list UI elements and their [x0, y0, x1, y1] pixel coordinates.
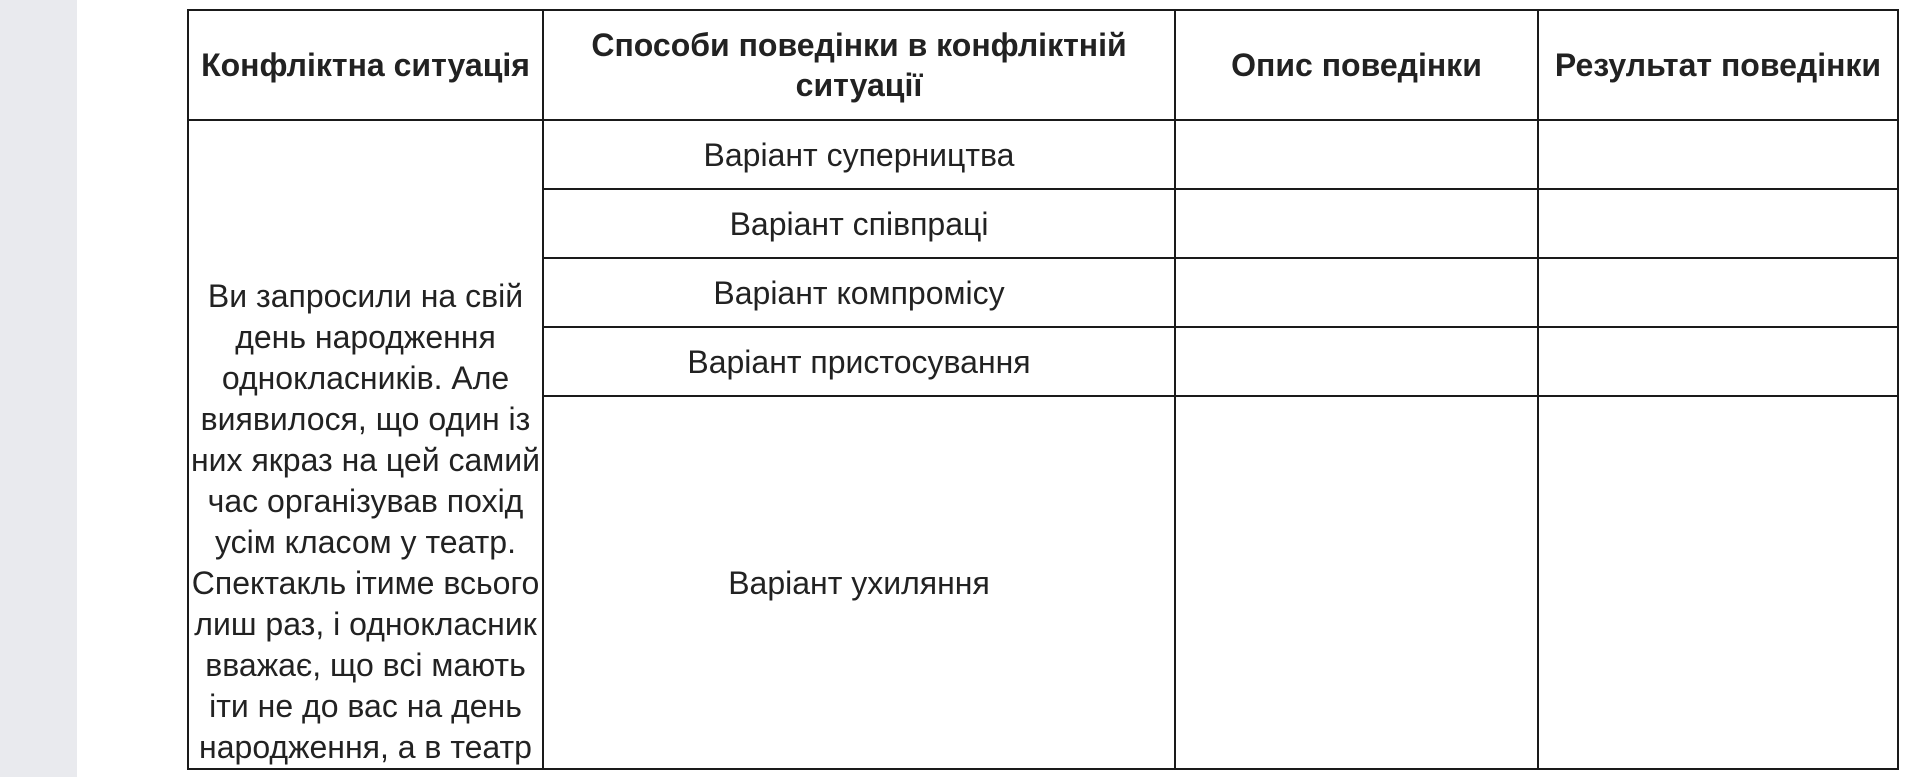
method-rivalry: Варіант суперництва	[543, 120, 1175, 189]
left-margin-strip	[0, 0, 77, 777]
method-avoidance: Варіант ухиляння	[543, 396, 1175, 769]
description-cell[interactable]	[1175, 189, 1538, 258]
description-cell[interactable]	[1175, 396, 1538, 769]
situation-description: Ви запросили на свій день народження однокласників. Але виявилося, що один із них якраз на цей самий час організував похід усім класом у театр. Спектакль ітиме всього лиш раз, і однокласник вважає, що всі мають іти не до вас на день народження, а в театр	[188, 120, 543, 769]
table-header-row	[188, 10, 1898, 120]
result-cell[interactable]	[1538, 120, 1898, 189]
method-accommodation: Варіант пристосування	[543, 327, 1175, 396]
method-compromise: Варіант компромісу	[543, 258, 1175, 327]
result-cell[interactable]	[1538, 327, 1898, 396]
header-behavior-methods: Способи поведінки в конфліктній ситуації	[543, 10, 1175, 120]
table-row	[188, 120, 1898, 189]
result-cell[interactable]	[1538, 258, 1898, 327]
header-behavior-description: Опис поведінки	[1175, 10, 1538, 120]
conflict-behavior-table	[187, 9, 1899, 770]
result-cell[interactable]	[1538, 396, 1898, 769]
result-cell[interactable]	[1538, 189, 1898, 258]
method-cooperation: Варіант співпраці	[543, 189, 1175, 258]
description-cell[interactable]	[1175, 120, 1538, 189]
header-behavior-result: Результат поведінки	[1538, 10, 1898, 120]
description-cell[interactable]	[1175, 258, 1538, 327]
header-conflict-situation: Конфліктна ситуація	[188, 10, 543, 120]
description-cell[interactable]	[1175, 327, 1538, 396]
